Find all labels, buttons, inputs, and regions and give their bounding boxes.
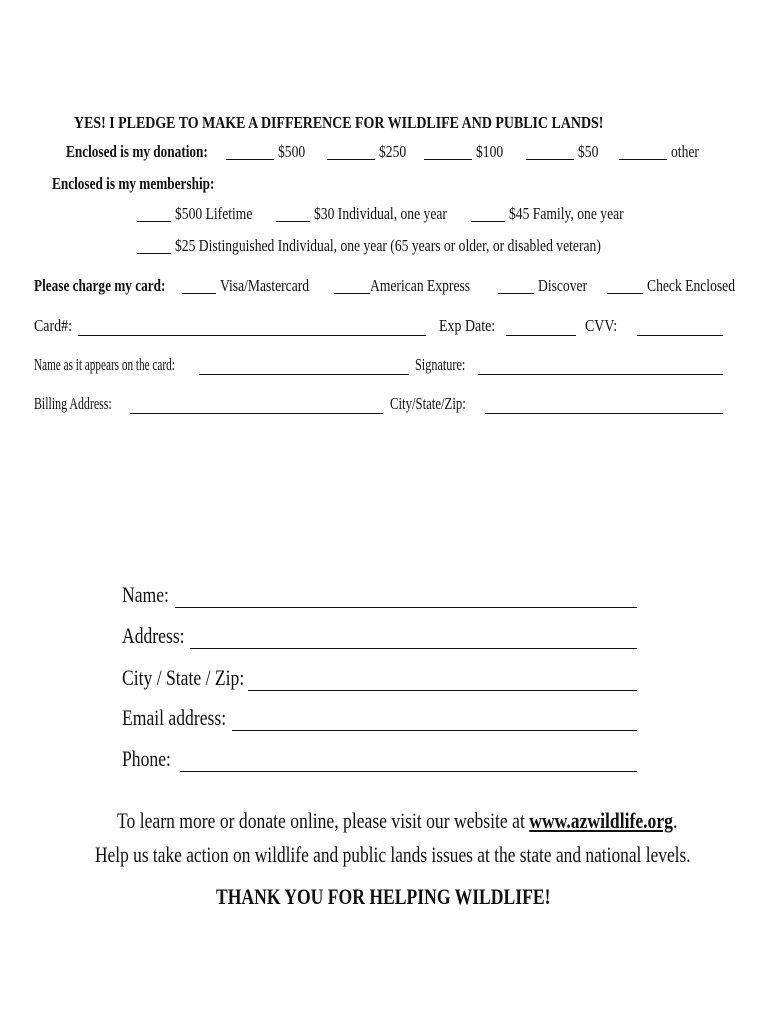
card-option-amex[interactable]: American Express <box>334 276 495 296</box>
donation-option-500[interactable]: $500 <box>226 142 312 162</box>
contact-name-row <box>122 582 181 608</box>
billing-city-label: City/State/Zip: <box>390 394 466 413</box>
action-text: Help us take action on wildlife and public lands issues at the state and national levels. <box>95 842 691 867</box>
cvv-field[interactable] <box>637 335 723 336</box>
website-link[interactable]: www.azwildlife.org <box>529 808 673 833</box>
name-on-card-field[interactable] <box>199 374 409 375</box>
email-label: Email address: <box>122 705 227 730</box>
name-on-card-label: Name as it appears on the card: <box>34 355 175 374</box>
name-field[interactable] <box>175 607 637 608</box>
membership-option-individual[interactable]: $30 Individual, one year <box>276 204 480 224</box>
signature-label: Signature: <box>415 355 466 374</box>
card-number-label: Card#: <box>34 316 72 335</box>
donation-label: Enclosed is my donation: <box>66 142 208 161</box>
signature-field[interactable] <box>478 374 723 375</box>
membership-option-lifetime[interactable]: $500 Lifetime <box>137 204 272 224</box>
donation-option-50[interactable]: $50 <box>526 142 604 162</box>
exp-date-label: Exp Date: <box>439 316 496 335</box>
cvv-label: CVV: <box>585 316 618 335</box>
contact-address-row <box>122 623 200 649</box>
phone-label: Phone: <box>122 746 171 771</box>
billing-address-label: Billing Address: <box>34 394 112 413</box>
phone-field[interactable] <box>180 771 637 772</box>
address-label: Address: <box>122 623 185 648</box>
billing-city-field[interactable] <box>485 413 723 414</box>
membership-option-distinguished[interactable]: $25 Distinguished Individual, one year (65 years or older, or disabled veteran) <box>137 236 708 256</box>
email-field[interactable] <box>232 730 637 731</box>
name-label: Name: <box>122 582 169 607</box>
address-field[interactable] <box>190 648 637 649</box>
city-state-zip-label: City / State / Zip: <box>122 665 245 690</box>
card-number-field[interactable] <box>78 335 426 336</box>
city-state-zip-field[interactable] <box>248 690 637 691</box>
contact-city-row <box>122 665 275 691</box>
card-option-visa[interactable]: Visa/Mastercard <box>182 276 332 296</box>
pledge-heading: YES! I PLEDGE TO MAKE A DIFFERENCE FOR WILDLIFE AND PUBLIC LANDS! <box>74 113 604 132</box>
donation-option-other[interactable]: other <box>619 142 706 162</box>
card-option-check[interactable]: Check Enclosed <box>607 276 757 296</box>
billing-address-field[interactable] <box>130 413 383 414</box>
learn-more-text: To learn more or donate online, please visit our website at www.azwildlife.org. <box>117 808 678 833</box>
membership-label: Enclosed is my membership: <box>52 174 215 193</box>
contact-email-row <box>122 705 252 731</box>
membership-option-family[interactable]: $45 Family, one year <box>471 204 653 224</box>
exp-date-field[interactable] <box>506 335 576 336</box>
card-option-discover[interactable]: Discover <box>498 276 600 296</box>
donation-option-100[interactable]: $100 <box>424 142 510 162</box>
thank-you-text: THANK YOU FOR HELPING WILDLIFE! <box>216 884 551 909</box>
donation-option-250[interactable]: $250 <box>327 142 413 162</box>
contact-phone-row <box>122 746 183 772</box>
charge-label: Please charge my card: <box>34 276 166 295</box>
